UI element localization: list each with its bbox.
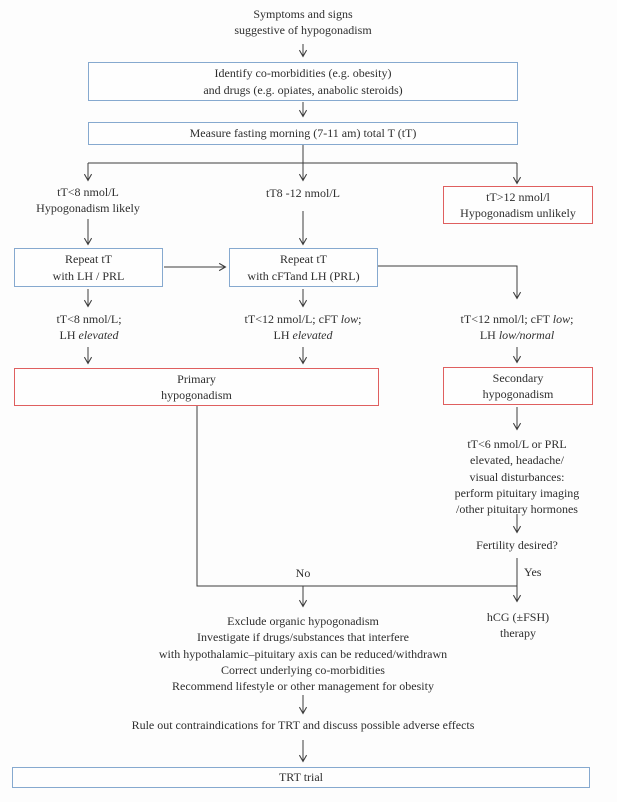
measure-label: Measure fasting morning (7-11 am) total T (tT) xyxy=(189,126,417,141)
no-label: No xyxy=(295,566,311,580)
start-text xyxy=(183,7,423,38)
yes-label: Yes xyxy=(524,565,542,579)
branch-low-text xyxy=(13,185,163,216)
secondary-line2: hypogonadism xyxy=(482,387,554,401)
arrow-repeat-mid-to-right-column xyxy=(378,266,517,298)
result-left-line2 xyxy=(19,328,159,344)
result-right-line1-post: ; xyxy=(570,312,574,326)
branch-mid-label: tT8 -12 nmol/L xyxy=(266,186,340,200)
result-mid-text xyxy=(218,312,388,343)
result-mid-line1-post: ; xyxy=(358,312,362,326)
fertility-label: Fertility desired? xyxy=(476,538,558,552)
measure-testosterone-box xyxy=(88,122,518,145)
result-right-text xyxy=(432,312,602,343)
exclude-line4: Correct underlying co-morbidities xyxy=(221,662,385,677)
hypogonadism-unlikely-box xyxy=(443,186,593,224)
exclude-line5: Recommend lifestyle or other management for obesity xyxy=(172,679,434,694)
hcg-line2: therapy xyxy=(500,625,536,640)
trt-label: TRT trial xyxy=(278,770,324,785)
result-mid-line2-italic: elevated xyxy=(292,327,333,342)
rule-out-label: Rule out contraindications for TRT and discuss possible adverse effects xyxy=(131,718,475,732)
repeat-mid-line1: Repeat tT xyxy=(280,252,327,266)
result-mid-line1 xyxy=(218,312,388,328)
identify-line1: Identify co-morbidities (e.g. obesity) xyxy=(214,66,392,80)
secondary-hypogonadism-box xyxy=(443,367,593,405)
start-line1: Symptoms and signs xyxy=(253,7,353,21)
repeat-left-line2: with LH / PRL xyxy=(52,268,125,283)
branch-mid-text xyxy=(233,186,373,202)
primary-line1: Primary xyxy=(177,371,216,386)
result-right-line1 xyxy=(432,312,602,328)
pituitary-line5: /other pituitary hormones xyxy=(456,502,578,517)
identify-comorbidities-box xyxy=(88,62,518,101)
result-right-line1-pre: tT<12 nmol/l; cFT xyxy=(460,312,553,326)
repeat-mid-line2: with cFTand LH (PRL) xyxy=(247,268,360,283)
exclude-management-text xyxy=(103,613,503,694)
result-right-line2-pre: LH xyxy=(479,327,499,342)
branch-low-line2: Hypogonadism likely xyxy=(36,200,140,215)
hcg-line1: hCG (±FSH) xyxy=(486,610,550,624)
repeat-tt-lh-prl-box xyxy=(14,248,163,287)
pituitary-line2: elevated, headache/ xyxy=(470,453,564,468)
exclude-line3: with hypothalamic–pituitary axis can be reduced/withdrawn xyxy=(158,646,448,661)
secondary-line1: Secondary xyxy=(492,370,544,385)
pituitary-line3: visual disturbances: xyxy=(469,469,565,484)
primary-line2: hypogonadism xyxy=(161,388,232,402)
result-right-line2-italic: low/normal xyxy=(498,327,555,342)
result-mid-line2-pre: LH xyxy=(273,327,293,342)
trt-trial-box xyxy=(12,767,590,788)
result-left-line2-pre: LH xyxy=(59,327,79,342)
start-line2: suggestive of hypogonadism xyxy=(234,22,372,37)
result-left-line2-italic: elevated xyxy=(78,327,119,342)
identify-line2: and drugs (e.g. opiates, anabolic steroids) xyxy=(203,82,403,97)
no-branch-label xyxy=(281,566,325,582)
primary-hypogonadism-box xyxy=(14,368,379,406)
repeat-left-line1: Repeat tT xyxy=(65,252,112,266)
rule-out-contraindications-text xyxy=(93,718,513,734)
unlikely-line1: tT>12 nmol/l xyxy=(486,189,550,204)
pituitary-workup-text xyxy=(427,436,607,517)
pituitary-line1: tT<6 nmol/L or PRL xyxy=(467,437,567,451)
result-right-line2 xyxy=(432,328,602,344)
fertility-question-text xyxy=(447,538,587,554)
unlikely-line2: Hypogonadism unlikely xyxy=(460,206,576,220)
result-mid-line2 xyxy=(218,328,388,344)
pituitary-line4: perform pituitary imaging xyxy=(454,485,580,500)
result-mid-line1-pre: tT<12 nmol/L; cFT xyxy=(244,312,341,326)
repeat-tt-cft-lh-box xyxy=(229,248,378,287)
exclude-line1: Exclude organic hypogonadism xyxy=(227,614,379,628)
result-right-line1-italic: low xyxy=(552,312,571,326)
branch-low-line1: tT<8 nmol/L xyxy=(57,185,119,199)
yes-branch-label xyxy=(524,565,568,581)
result-left-line1: tT<8 nmol/L; xyxy=(56,312,122,326)
result-mid-line1-italic: low xyxy=(340,312,359,326)
exclude-line2: Investigate if drugs/substances that interfere xyxy=(197,630,409,645)
result-left-text xyxy=(19,312,159,343)
